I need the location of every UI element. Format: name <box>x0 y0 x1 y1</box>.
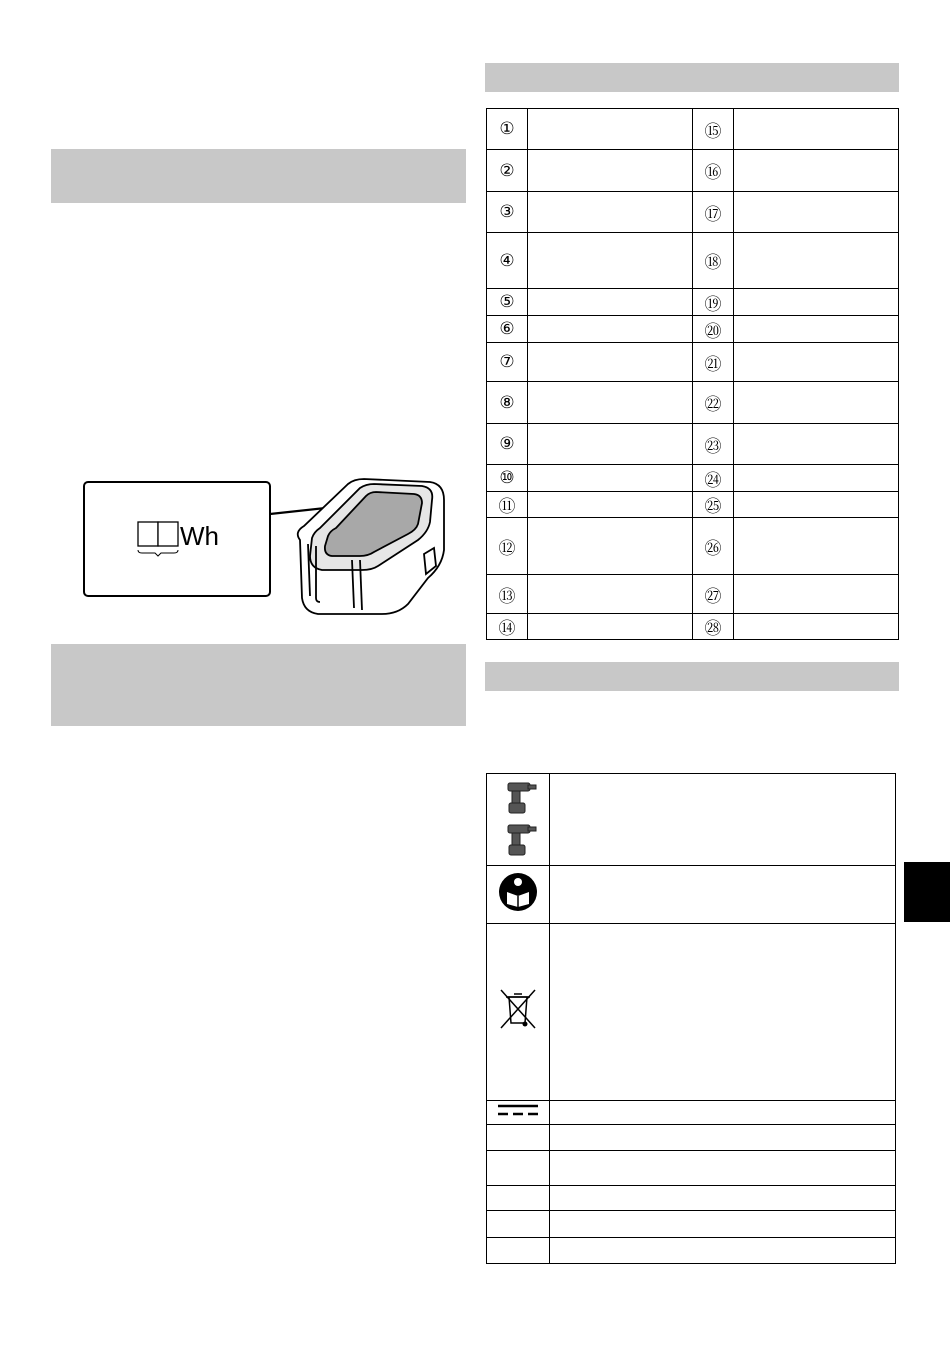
part-name-cell <box>528 518 693 575</box>
part-number: ⑳ <box>693 316 734 343</box>
symbol-cell <box>487 1185 550 1210</box>
part-name-cell <box>528 343 693 382</box>
symbols-heading-band <box>485 662 899 691</box>
part-name-cell <box>734 382 899 424</box>
part-name-cell <box>528 192 693 233</box>
part-name-cell <box>734 109 899 150</box>
part-name-cell <box>734 465 899 492</box>
part-number: ② <box>487 150 528 192</box>
part-number: ㉖ <box>693 518 734 575</box>
part-number: ⑱ <box>693 233 734 289</box>
part-number: ⑰ <box>693 192 734 233</box>
symbol-description-cell <box>550 1100 896 1124</box>
part-number: ① <box>487 109 528 150</box>
part-number: ⑩ <box>487 465 528 492</box>
part-number: ㉔ <box>693 465 734 492</box>
read-manual-icon <box>498 872 538 912</box>
part-number: ⑮ <box>693 109 734 150</box>
symbol-description-cell <box>550 1210 896 1237</box>
part-name-cell <box>528 424 693 465</box>
part-name-cell <box>734 233 899 289</box>
part-name-cell <box>734 518 899 575</box>
symbol-cell <box>487 1210 550 1237</box>
part-number: ③ <box>487 192 528 233</box>
part-name-cell <box>734 492 899 518</box>
part-number: ⑦ <box>487 343 528 382</box>
part-name-cell <box>528 575 693 614</box>
crossed-bin-icon <box>498 987 538 1031</box>
symbol-description-cell <box>550 1124 896 1150</box>
power-tool-icon <box>498 775 538 859</box>
part-number: ⑫ <box>487 518 528 575</box>
part-name-cell <box>734 150 899 192</box>
part-name-cell <box>734 343 899 382</box>
part-name-cell <box>528 382 693 424</box>
direct-current-icon <box>496 1103 540 1117</box>
symbol-description-cell <box>550 1150 896 1185</box>
parts-table <box>486 108 899 640</box>
part-name-cell <box>734 424 899 465</box>
part-number: ⑯ <box>693 150 734 192</box>
part-name-cell <box>528 492 693 518</box>
symbol-description-cell <box>550 866 896 924</box>
symbol-description-cell <box>550 1185 896 1210</box>
battery-pack-icon <box>298 479 444 614</box>
part-name-cell <box>734 575 899 614</box>
part-number: ㉕ <box>693 492 734 518</box>
part-number: ⑤ <box>487 289 528 316</box>
part-name-cell <box>528 289 693 316</box>
part-name-cell <box>528 316 693 343</box>
symbols-table <box>486 773 896 1264</box>
part-number: ㉓ <box>693 424 734 465</box>
parts-heading-band <box>485 63 899 92</box>
symbol-description-cell <box>550 1237 896 1263</box>
symbol-description-cell <box>550 774 896 866</box>
symbol-cell <box>487 1100 550 1124</box>
part-name-cell <box>734 289 899 316</box>
symbol-cell <box>487 774 550 866</box>
part-name-cell <box>734 614 899 640</box>
part-name-cell <box>528 150 693 192</box>
part-name-cell <box>734 316 899 343</box>
symbol-cell <box>487 1150 550 1185</box>
part-number: ㉘ <box>693 614 734 640</box>
part-name-cell <box>528 465 693 492</box>
part-number: ⑲ <box>693 289 734 316</box>
section-heading-band-1 <box>51 149 466 203</box>
section-heading-band-2 <box>51 644 466 726</box>
section-side-tab <box>904 862 950 922</box>
part-number: ㉗ <box>693 575 734 614</box>
part-name-cell <box>528 614 693 640</box>
part-number: ⑨ <box>487 424 528 465</box>
part-number: ④ <box>487 233 528 289</box>
part-name-cell <box>528 109 693 150</box>
part-number: ⑪ <box>487 492 528 518</box>
part-number: ⑥ <box>487 316 528 343</box>
wh-unit-label: Wh <box>180 521 219 551</box>
symbol-cell <box>487 924 550 1100</box>
part-number: ㉑ <box>693 343 734 382</box>
battery-label-figure <box>82 470 462 620</box>
part-name-cell <box>528 233 693 289</box>
symbol-cell <box>487 1124 550 1150</box>
part-number: ⑧ <box>487 382 528 424</box>
symbol-description-cell <box>550 924 896 1100</box>
symbol-cell <box>487 866 550 924</box>
part-number: ⑬ <box>487 575 528 614</box>
part-number: ⑭ <box>487 614 528 640</box>
symbol-cell <box>487 1237 550 1263</box>
part-number: ㉒ <box>693 382 734 424</box>
part-name-cell <box>734 192 899 233</box>
